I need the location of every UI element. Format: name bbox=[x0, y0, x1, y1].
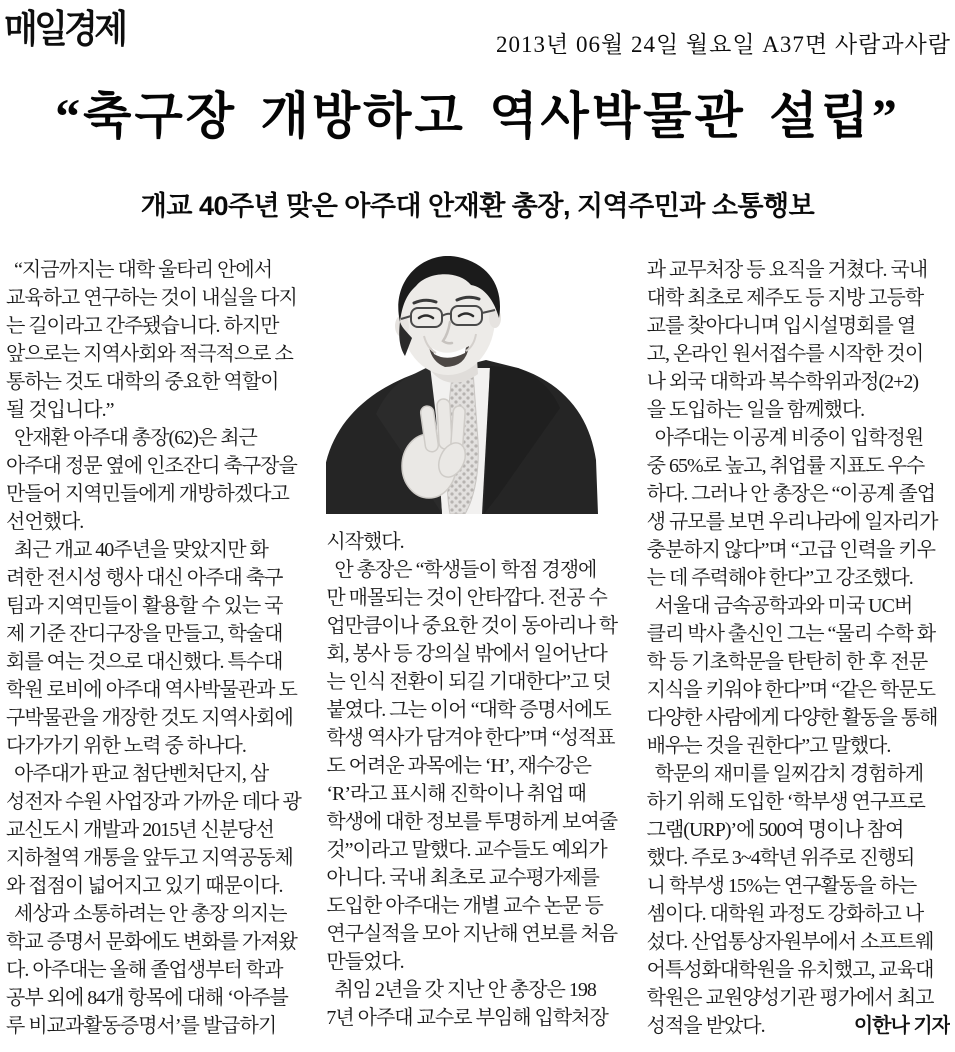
text-line: 선언했다. bbox=[6, 511, 84, 533]
text-line: 다양한 사람에게 다양한 활동을 통해 bbox=[646, 707, 938, 729]
byline-row bbox=[647, 1012, 950, 1040]
text-line: 서울대 금속공학과와 미국 UC버 bbox=[646, 595, 913, 617]
text-line: 학원은 교원양성기관 평가에서 최고 bbox=[646, 987, 934, 1009]
text-line: 취임 2년을 갓 지난 안 총장은 198 bbox=[326, 979, 596, 1001]
text-line: 통하는 것도 대학의 중요한 역할이 bbox=[6, 371, 279, 393]
text-line: 안재환 아주대 총장(62)은 최근 bbox=[6, 427, 257, 449]
text-line: 했다. 주로 3~4학년 위주로 진행되 bbox=[646, 847, 915, 869]
text-line: 섰다. 산업통상자원부에서 소프트웨 bbox=[646, 931, 934, 953]
text-line: 학생 역사가 담겨야 한다”며 “성적표 bbox=[326, 727, 615, 749]
text-line: 교신도시 개발과 2015년 신분당선 bbox=[6, 819, 274, 841]
text-line: 회를 여는 것으로 대신했다. 특수대 bbox=[6, 651, 283, 673]
column3-lines bbox=[647, 256, 950, 1012]
text-line: 니 학부생 15%는 연구활동을 하는 bbox=[646, 875, 917, 897]
text-line: 붙였다. 그는 이어 “대학 증명서에도 bbox=[326, 699, 611, 721]
text-line: 시작했다. bbox=[326, 531, 404, 553]
column1-lines bbox=[6, 256, 309, 1040]
text-line: “지금까지는 대학 울타리 안에서 bbox=[6, 259, 273, 281]
text-line: 교를 찾아다니며 입시설명회를 열 bbox=[646, 315, 916, 337]
text-line: 팀과 지역민들이 활용할 수 있는 국 bbox=[6, 595, 283, 617]
article-column-1 bbox=[6, 256, 309, 1046]
text-line: 아니다. 국내 최초로 교수평가제를 bbox=[326, 867, 599, 889]
text-line: 과 교무처장 등 요직을 거쳤다. 국내 bbox=[646, 259, 928, 281]
text-line: 대학 최초로 제주도 등 지방 고등학 bbox=[646, 287, 924, 309]
text-line: 고, 온라인 원서접수를 시작한 것이 bbox=[646, 343, 924, 365]
text-line: 학 등 기초학문을 탄탄히 한 후 전문 bbox=[646, 651, 928, 673]
text-line: 공부 외에 84개 항목에 대해 ‘아주블 bbox=[6, 987, 288, 1009]
text-line: 다. 아주대는 올해 졸업생부터 학과 bbox=[6, 959, 283, 981]
text-line: 학원 로비에 아주대 역사박물관과 도 bbox=[6, 679, 297, 701]
text-line: ‘R’라고 표시해 진학이나 취업 때 bbox=[326, 783, 586, 805]
article-body bbox=[6, 256, 950, 1046]
closing-text: 성적을 받았다. bbox=[646, 1015, 765, 1037]
text-line: 배우는 것을 권한다”고 말했다. bbox=[646, 735, 891, 757]
masthead-logo: 매일경제 bbox=[4, 9, 125, 51]
text-line: 성전자 수원 사업장과 가까운 데다 광 bbox=[6, 791, 301, 813]
text-line: 세상과 소통하려는 안 총장 의지는 bbox=[6, 903, 287, 925]
portrait-photo bbox=[326, 256, 598, 514]
text-line: 충분하지 않다”며 “고급 인력을 키우 bbox=[646, 539, 935, 561]
text-line: 최근 개교 40주년을 맞았지만 화 bbox=[6, 539, 268, 561]
headline: “축구장 개방하고 역사박물관 설립” bbox=[55, 88, 900, 144]
text-line: 만 매몰되는 것이 안타깝다. 전공 수 bbox=[326, 587, 607, 609]
subheadline: 개교 40주년 맞은 아주대 안재환 총장, 지역주민과 소통행보 bbox=[140, 191, 815, 221]
text-line: 교육하고 연구하는 것이 내실을 다지 bbox=[6, 287, 297, 309]
text-line: 구박물관을 개장한 것도 지역사회에 bbox=[6, 707, 293, 729]
text-line: 7년 아주대 교수로 부임해 입학처장 bbox=[326, 1007, 608, 1029]
text-line: 아주대 정문 옆에 인조잔디 축구장을 bbox=[6, 455, 297, 477]
text-line: 회, 봉사 등 강의실 밖에서 일어난다 bbox=[326, 643, 607, 665]
text-line: 아주대는 이공계 비중이 입학정원 bbox=[646, 427, 924, 449]
column2-lines bbox=[326, 528, 629, 1032]
text-line: 하다. 그러나 안 총장은 “이공계 졸업 bbox=[646, 483, 936, 505]
text-line: 루 비교과활동증명서’를 발급하기 bbox=[6, 1015, 277, 1037]
text-line: 중 65%로 높고, 취업률 지표도 우수 bbox=[646, 455, 925, 477]
text-line: 만들었다. bbox=[326, 951, 404, 973]
text-line: 안 총장은 “학생들이 학점 경쟁에 bbox=[326, 559, 597, 581]
text-line: 도 어려운 과목에는 ‘H’, 재수강은 bbox=[326, 755, 591, 777]
text-line: 하기 위해 도입한 ‘학부생 연구프로 bbox=[646, 791, 925, 813]
text-line: 제 기준 잔디구장을 만들고, 학술대 bbox=[6, 623, 283, 645]
text-line: 셈이다. 대학원 과정도 강화하고 나 bbox=[646, 903, 924, 925]
text-line: 생 규모를 보면 우리나라에 일자리가 bbox=[646, 511, 938, 533]
text-line: 학문의 재미를 일찌감치 경험하게 bbox=[646, 763, 924, 785]
byline: 이한나 기자 bbox=[853, 1015, 950, 1037]
dateline: 2013년 06월 24일 월요일 A37면 사람과사람 bbox=[496, 32, 951, 57]
text-line: 될 것입니다.” bbox=[6, 399, 114, 421]
text-line: 는 길이라고 간주됐습니다. 하지만 bbox=[6, 315, 279, 337]
portrait-photo-drawing bbox=[326, 256, 598, 514]
article-column-3 bbox=[647, 256, 950, 1046]
text-line: 앞으로는 지역사회와 적극적으로 소 bbox=[6, 343, 293, 365]
text-line: 클리 박사 출신인 그는 “물리 수학 화 bbox=[646, 623, 936, 645]
text-line: 려한 전시성 행사 대신 아주대 축구 bbox=[6, 567, 283, 589]
text-line: 는 인식 전환이 되길 기대한다”고 덧 bbox=[326, 671, 611, 693]
text-line: 지하철역 개통을 앞두고 지역공동체 bbox=[6, 847, 293, 869]
text-line: 학교 증명서 문화에도 변화를 가져왔 bbox=[6, 931, 297, 953]
text-line: 나 외국 대학과 복수학위과정(2+2) bbox=[646, 371, 919, 393]
text-line: 와 접점이 넓어지고 있기 때문이다. bbox=[6, 875, 283, 897]
text-line: 연구실적을 모아 지난해 연보를 처음 bbox=[326, 923, 618, 945]
text-line: 것”이라고 말했다. 교수들도 예외가 bbox=[326, 839, 607, 861]
text-line: 는 데 주력해야 한다”고 강조했다. bbox=[646, 567, 913, 589]
text-line: 다가가기 위한 노력 중 하나다. bbox=[6, 735, 246, 757]
text-line: 그램(URP)’에 500여 명이나 참여 bbox=[646, 819, 904, 841]
text-line: 아주대가 판교 첨단벤처단지, 삼 bbox=[6, 763, 269, 785]
article-column-2 bbox=[326, 256, 629, 1046]
text-line: 을 도입하는 일을 함께했다. bbox=[646, 399, 865, 421]
text-line: 도입한 아주대는 개별 교수 논문 등 bbox=[326, 895, 603, 917]
text-line: 업만큼이나 중요한 것이 동아리나 학 bbox=[326, 615, 618, 637]
text-line: 학생에 대한 정보를 투명하게 보여줄 bbox=[326, 811, 618, 833]
text-line: 만들어 지역민들에게 개방하겠다고 bbox=[6, 483, 289, 505]
text-line: 어특성화대학원을 유치했고, 교육대 bbox=[646, 959, 934, 981]
text-line: 지식을 키워야 한다”며 “같은 학문도 bbox=[646, 679, 935, 701]
